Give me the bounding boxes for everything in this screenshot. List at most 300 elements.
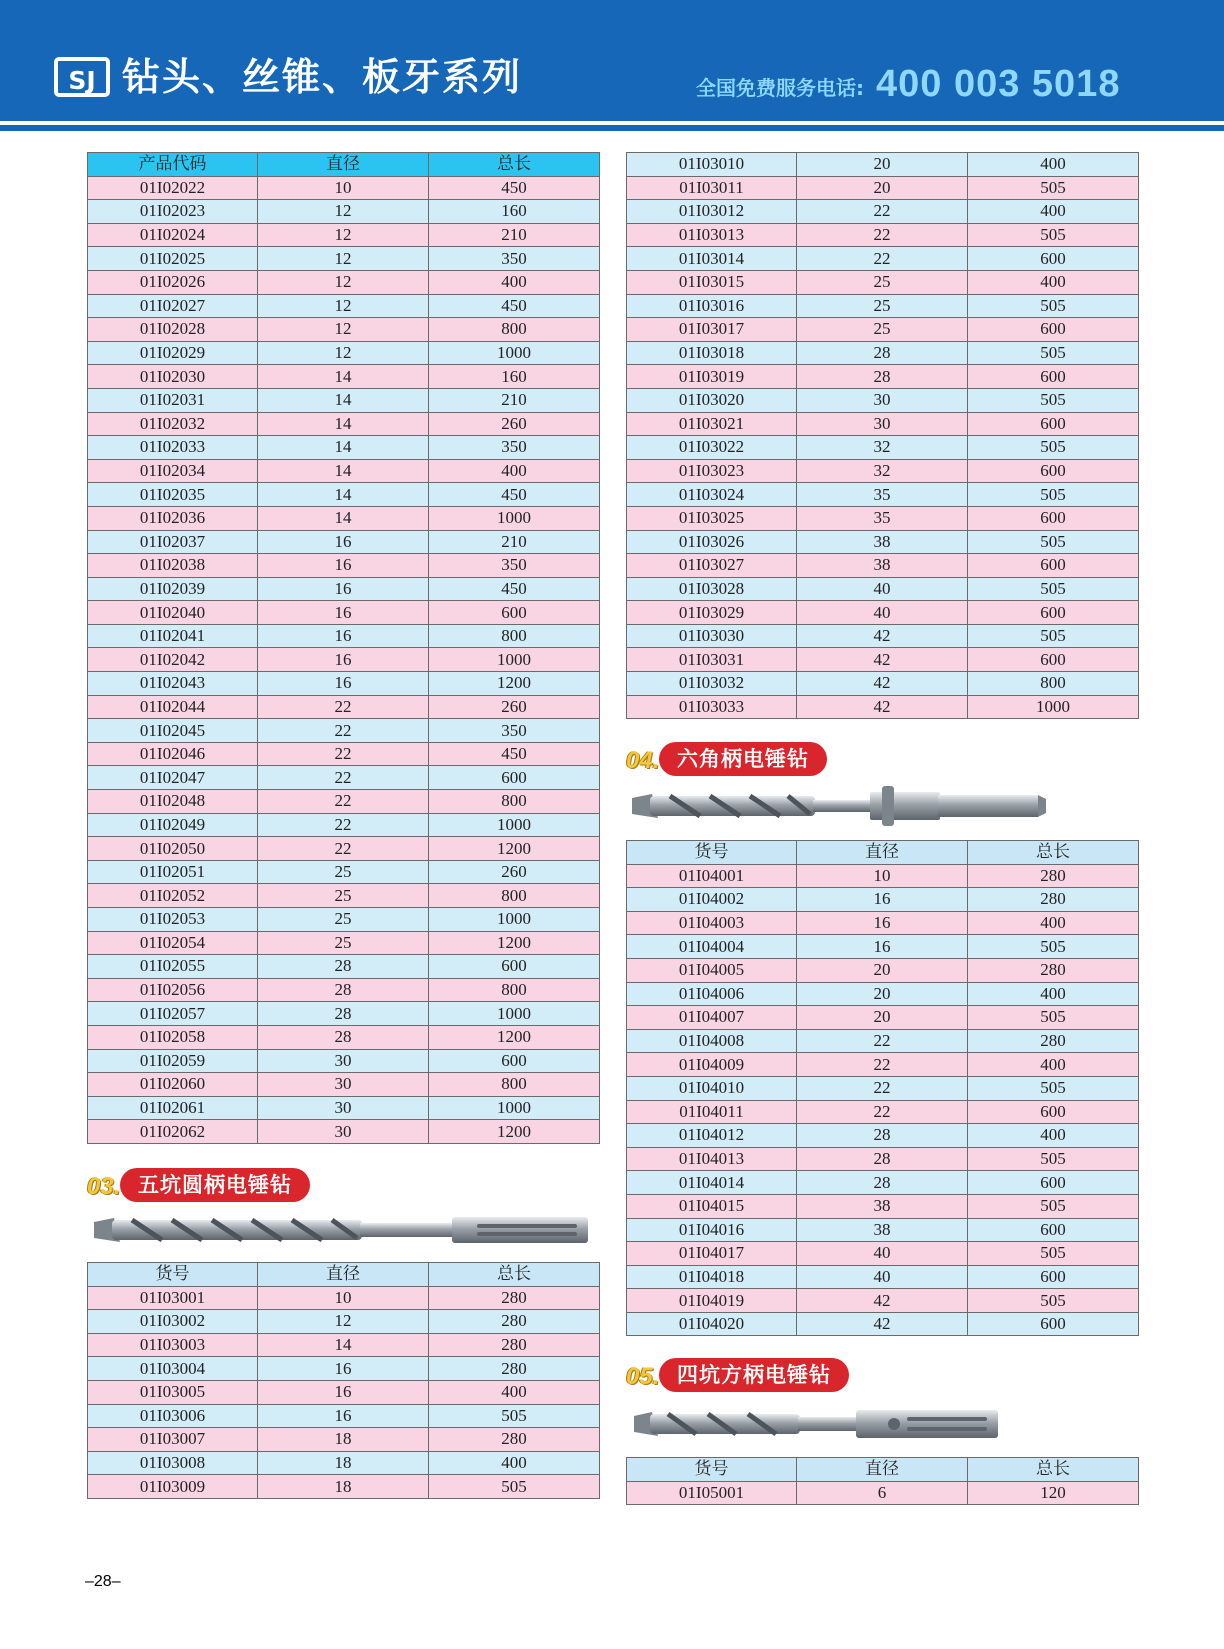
spec-table-02 <box>87 152 600 1144</box>
product-code-cell: 01I02024 <box>88 223 258 247</box>
length-cell: 1000 <box>429 1096 600 1120</box>
product-code-cell: 01I02027 <box>88 294 258 318</box>
length-cell: 800 <box>429 884 600 908</box>
length-cell: 260 <box>429 695 600 719</box>
length-cell: 210 <box>429 388 600 412</box>
product-code-cell: 01I02026 <box>88 270 258 294</box>
section-number: 05. <box>626 1363 660 1390</box>
length-cell: 1000 <box>429 648 600 672</box>
length-cell: 800 <box>429 790 600 814</box>
product-code-cell: 01I03026 <box>627 530 797 554</box>
diameter-cell: 30 <box>797 388 968 412</box>
length-cell: 260 <box>429 412 600 436</box>
product-code-cell: 01I03010 <box>627 153 797 177</box>
diameter-cell: 12 <box>258 247 429 271</box>
column-header: 总长 <box>968 841 1139 865</box>
product-code-cell: 01I02036 <box>88 506 258 530</box>
product-code-cell: 01I02025 <box>88 247 258 271</box>
table-row <box>88 365 600 389</box>
diameter-cell: 42 <box>797 648 968 672</box>
table-row <box>88 247 600 271</box>
diameter-cell: 16 <box>258 1357 429 1381</box>
table-row <box>88 176 600 200</box>
diameter-cell: 30 <box>258 1073 429 1097</box>
page-title: 钻头、丝锥、板牙系列 <box>122 55 523 99</box>
diameter-cell: 22 <box>797 200 968 224</box>
diameter-cell: 16 <box>258 672 429 696</box>
diameter-cell: 12 <box>258 200 429 224</box>
table-row <box>88 908 600 932</box>
product-code-cell: 01I03031 <box>627 648 797 672</box>
column-header: 总长 <box>968 1458 1139 1482</box>
product-code-cell: 01I04010 <box>627 1076 797 1100</box>
product-code-cell: 01I03030 <box>627 624 797 648</box>
diameter-cell: 22 <box>258 695 429 719</box>
diameter-cell: 18 <box>258 1475 429 1499</box>
product-code-cell: 01I03027 <box>627 554 797 578</box>
diameter-cell: 10 <box>797 864 968 888</box>
product-code-cell: 01I04019 <box>627 1289 797 1313</box>
length-cell: 400 <box>968 911 1139 935</box>
diameter-cell: 30 <box>258 1120 429 1144</box>
diameter-cell: 22 <box>797 247 968 271</box>
section-number: 03. <box>87 1173 121 1200</box>
table-row <box>88 1310 600 1334</box>
length-cell: 600 <box>968 506 1139 530</box>
table-row <box>88 506 600 530</box>
diameter-cell: 6 <box>797 1481 968 1505</box>
product-code-cell: 01I03019 <box>627 365 797 389</box>
length-cell: 400 <box>968 1053 1139 1077</box>
diameter-cell: 16 <box>258 648 429 672</box>
diameter-cell: 16 <box>258 624 429 648</box>
diameter-cell: 22 <box>797 1029 968 1053</box>
diameter-cell: 22 <box>258 766 429 790</box>
diameter-cell: 16 <box>258 577 429 601</box>
length-cell: 280 <box>429 1357 600 1381</box>
length-cell: 505 <box>429 1404 600 1428</box>
diameter-cell: 25 <box>258 908 429 932</box>
length-cell: 350 <box>429 247 600 271</box>
product-code-cell: 01I02037 <box>88 530 258 554</box>
diameter-cell: 32 <box>797 436 968 460</box>
diameter-cell: 18 <box>258 1451 429 1475</box>
product-code-cell: 01I04004 <box>627 935 797 959</box>
table-row <box>88 1002 600 1026</box>
page-number: –28– <box>85 1573 121 1590</box>
table-row <box>88 1333 600 1357</box>
product-code-cell: 01I02057 <box>88 1002 258 1026</box>
product-code-cell: 01I02060 <box>88 1073 258 1097</box>
length-cell: 160 <box>429 365 600 389</box>
length-cell: 505 <box>968 1076 1139 1100</box>
hex-shank-drill-bit-image <box>630 784 1050 828</box>
table-row <box>627 1312 1139 1336</box>
length-cell: 505 <box>968 577 1139 601</box>
product-code-cell: 01I03017 <box>627 318 797 342</box>
table-row <box>88 813 600 837</box>
product-code-cell: 01I02055 <box>88 955 258 979</box>
length-cell: 1200 <box>429 1025 600 1049</box>
table-header-row <box>88 1263 600 1287</box>
length-cell: 505 <box>429 1475 600 1499</box>
table-row <box>627 200 1139 224</box>
product-code-cell: 01I02029 <box>88 341 258 365</box>
table-row <box>627 672 1139 696</box>
product-code-cell: 01I04008 <box>627 1029 797 1053</box>
length-cell: 1000 <box>429 1002 600 1026</box>
length-cell: 1200 <box>429 672 600 696</box>
diameter-cell: 20 <box>797 982 968 1006</box>
diameter-cell: 14 <box>258 388 429 412</box>
length-cell: 260 <box>429 860 600 884</box>
length-cell: 1000 <box>429 813 600 837</box>
product-code-cell: 01I03016 <box>627 294 797 318</box>
product-code-cell: 01I04015 <box>627 1194 797 1218</box>
product-code-cell: 01I03006 <box>88 1404 258 1428</box>
table-row <box>627 1242 1139 1266</box>
table-row <box>88 554 600 578</box>
page-header <box>0 0 1224 121</box>
length-cell: 800 <box>429 1073 600 1097</box>
diameter-cell: 20 <box>797 176 968 200</box>
length-cell: 600 <box>968 1171 1139 1195</box>
length-cell: 600 <box>968 648 1139 672</box>
diameter-cell: 14 <box>258 1333 429 1357</box>
diameter-cell: 25 <box>797 270 968 294</box>
length-cell: 1200 <box>429 837 600 861</box>
diameter-cell: 16 <box>797 888 968 912</box>
table-row <box>627 436 1139 460</box>
table-row <box>88 1451 600 1475</box>
diameter-cell: 30 <box>258 1049 429 1073</box>
length-cell: 505 <box>968 483 1139 507</box>
spec-table-03 <box>87 1262 600 1499</box>
product-code-cell: 01I03007 <box>88 1428 258 1452</box>
length-cell: 400 <box>968 982 1139 1006</box>
product-code-cell: 01I02053 <box>88 908 258 932</box>
product-code-cell: 01I04012 <box>627 1124 797 1148</box>
product-code-cell: 01I02058 <box>88 1025 258 1049</box>
length-cell: 800 <box>429 318 600 342</box>
table-row <box>627 341 1139 365</box>
length-cell: 800 <box>429 624 600 648</box>
product-code-cell: 01I03018 <box>627 341 797 365</box>
length-cell: 280 <box>968 958 1139 982</box>
diameter-cell: 16 <box>258 1380 429 1404</box>
diameter-cell: 14 <box>258 365 429 389</box>
diameter-cell: 22 <box>797 223 968 247</box>
column-header: 直径 <box>258 1263 429 1287</box>
column-header: 货号 <box>88 1263 258 1287</box>
hotline-number: 400 003 5018 <box>876 63 1121 105</box>
table-row <box>627 1029 1139 1053</box>
product-code-cell: 01I02035 <box>88 483 258 507</box>
table-row <box>88 1073 600 1097</box>
diameter-cell: 16 <box>258 530 429 554</box>
product-code-cell: 01I02033 <box>88 436 258 460</box>
length-cell: 600 <box>968 554 1139 578</box>
length-cell: 280 <box>429 1310 600 1334</box>
diameter-cell: 40 <box>797 1265 968 1289</box>
length-cell: 210 <box>429 530 600 554</box>
product-code-cell: 01I03025 <box>627 506 797 530</box>
header-divider <box>0 125 1224 131</box>
product-code-cell: 01I02022 <box>88 176 258 200</box>
length-cell: 450 <box>429 483 600 507</box>
length-cell: 400 <box>968 1124 1139 1148</box>
column-header: 货号 <box>627 841 797 865</box>
length-cell: 1000 <box>429 908 600 932</box>
length-cell: 1000 <box>429 341 600 365</box>
length-cell: 505 <box>968 1194 1139 1218</box>
diameter-cell: 20 <box>797 958 968 982</box>
length-cell: 800 <box>968 672 1139 696</box>
product-code-cell: 01I04009 <box>627 1053 797 1077</box>
length-cell: 400 <box>968 200 1139 224</box>
length-cell: 505 <box>968 176 1139 200</box>
product-code-cell: 01I03022 <box>627 436 797 460</box>
table-row <box>88 1357 600 1381</box>
column-header: 直径 <box>797 1458 968 1482</box>
hotline-label: 全国免费服务电话: <box>696 76 864 100</box>
diameter-cell: 25 <box>797 318 968 342</box>
diameter-cell: 20 <box>797 153 968 177</box>
section-label: 五坑圆柄电锤钻 <box>120 1168 310 1202</box>
length-cell: 280 <box>968 888 1139 912</box>
product-code-cell: 01I02032 <box>88 412 258 436</box>
table-row <box>627 1218 1139 1242</box>
diameter-cell: 16 <box>258 1404 429 1428</box>
table-row <box>627 388 1139 412</box>
table-row <box>627 648 1139 672</box>
diameter-cell: 28 <box>797 1124 968 1148</box>
product-code-cell: 01I02043 <box>88 672 258 696</box>
diameter-cell: 22 <box>258 813 429 837</box>
product-code-cell: 01I03002 <box>88 1310 258 1334</box>
length-cell: 600 <box>968 601 1139 625</box>
length-cell: 280 <box>429 1333 600 1357</box>
table-row <box>627 958 1139 982</box>
diameter-cell: 12 <box>258 318 429 342</box>
product-code-cell: 01I02047 <box>88 766 258 790</box>
table-row <box>88 388 600 412</box>
length-cell: 1000 <box>429 506 600 530</box>
table-row <box>88 341 600 365</box>
length-cell: 1200 <box>429 1120 600 1144</box>
table-row <box>627 911 1139 935</box>
length-cell: 505 <box>968 388 1139 412</box>
table-row <box>627 624 1139 648</box>
product-code-cell: 01I03005 <box>88 1380 258 1404</box>
product-code-cell: 01I02030 <box>88 365 258 389</box>
diameter-cell: 14 <box>258 459 429 483</box>
length-cell: 400 <box>429 1380 600 1404</box>
table-row <box>88 1025 600 1049</box>
product-code-cell: 01I02041 <box>88 624 258 648</box>
product-code-cell: 01I02048 <box>88 790 258 814</box>
length-cell: 600 <box>429 1049 600 1073</box>
section-number: 04. <box>626 747 660 774</box>
length-cell: 350 <box>429 554 600 578</box>
table-row <box>88 884 600 908</box>
length-cell: 350 <box>429 436 600 460</box>
diameter-cell: 40 <box>797 577 968 601</box>
product-code-cell: 01I02039 <box>88 577 258 601</box>
product-code-cell: 01I03020 <box>627 388 797 412</box>
length-cell: 600 <box>968 459 1139 483</box>
table-row <box>627 270 1139 294</box>
table-row <box>627 554 1139 578</box>
product-code-cell: 01I04003 <box>627 911 797 935</box>
length-cell: 600 <box>968 1218 1139 1242</box>
table-row <box>627 601 1139 625</box>
spec-table-04 <box>626 840 1139 1336</box>
diameter-cell: 16 <box>258 554 429 578</box>
diameter-cell: 38 <box>797 1218 968 1242</box>
product-code-cell: 01I04016 <box>627 1218 797 1242</box>
diameter-cell: 14 <box>258 506 429 530</box>
diameter-cell: 16 <box>797 935 968 959</box>
table-row <box>627 459 1139 483</box>
diameter-cell: 10 <box>258 1286 429 1310</box>
product-code-cell: 01I03015 <box>627 270 797 294</box>
product-code-cell: 01I03033 <box>627 695 797 719</box>
product-code-cell: 01I02046 <box>88 742 258 766</box>
table-row <box>627 506 1139 530</box>
table-row <box>88 672 600 696</box>
product-code-cell: 01I03011 <box>627 176 797 200</box>
product-code-cell: 01I02056 <box>88 978 258 1002</box>
diameter-cell: 38 <box>797 554 968 578</box>
table-row <box>88 436 600 460</box>
product-code-cell: 01I02049 <box>88 813 258 837</box>
diameter-cell: 28 <box>258 978 429 1002</box>
brand-logo: SJ <box>54 57 110 97</box>
length-cell: 600 <box>968 1265 1139 1289</box>
table-row <box>627 695 1139 719</box>
diameter-cell: 25 <box>258 884 429 908</box>
product-code-cell: 01I02061 <box>88 1096 258 1120</box>
product-code-cell: 01I04005 <box>627 958 797 982</box>
table-row <box>88 318 600 342</box>
length-cell: 600 <box>968 247 1139 271</box>
diameter-cell: 32 <box>797 459 968 483</box>
product-code-cell: 01I04013 <box>627 1147 797 1171</box>
length-cell: 505 <box>968 624 1139 648</box>
column-header: 总长 <box>429 153 600 177</box>
diameter-cell: 42 <box>797 1312 968 1336</box>
table-row <box>627 483 1139 507</box>
table-row <box>88 530 600 554</box>
product-code-cell: 01I03013 <box>627 223 797 247</box>
table-row <box>627 223 1139 247</box>
length-cell: 505 <box>968 436 1139 460</box>
table-row <box>627 530 1139 554</box>
diameter-cell: 28 <box>797 341 968 365</box>
diameter-cell: 22 <box>797 1100 968 1124</box>
length-cell: 280 <box>429 1428 600 1452</box>
product-code-cell: 01I04002 <box>627 888 797 912</box>
table-header-row <box>88 153 600 177</box>
table-row <box>88 790 600 814</box>
table-row <box>88 860 600 884</box>
length-cell: 400 <box>429 459 600 483</box>
length-cell: 600 <box>968 365 1139 389</box>
table-row <box>627 176 1139 200</box>
column-header: 产品代码 <box>88 153 258 177</box>
table-row <box>88 200 600 224</box>
table-header-row <box>627 1458 1139 1482</box>
diameter-cell: 40 <box>797 601 968 625</box>
product-code-cell: 01I03028 <box>627 577 797 601</box>
table-row <box>88 1286 600 1310</box>
length-cell: 280 <box>968 1029 1139 1053</box>
table-row <box>627 982 1139 1006</box>
table-row <box>627 1147 1139 1171</box>
diameter-cell: 12 <box>258 223 429 247</box>
product-code-cell: 01I03008 <box>88 1451 258 1475</box>
length-cell: 505 <box>968 294 1139 318</box>
table-row <box>627 1006 1139 1030</box>
sds-plus-drill-bit-image <box>92 1210 592 1250</box>
diameter-cell: 22 <box>797 1053 968 1077</box>
diameter-cell: 14 <box>258 412 429 436</box>
table-row <box>88 294 600 318</box>
diameter-cell: 30 <box>797 412 968 436</box>
length-cell: 600 <box>968 1100 1139 1124</box>
length-cell: 600 <box>968 1312 1139 1336</box>
diameter-cell: 38 <box>797 1194 968 1218</box>
diameter-cell: 28 <box>797 365 968 389</box>
table-row <box>627 1171 1139 1195</box>
table-row <box>88 624 600 648</box>
length-cell: 280 <box>429 1286 600 1310</box>
column-header: 直径 <box>258 153 429 177</box>
table-row <box>88 1428 600 1452</box>
product-code-cell: 01I02034 <box>88 459 258 483</box>
diameter-cell: 28 <box>797 1171 968 1195</box>
diameter-cell: 42 <box>797 695 968 719</box>
diameter-cell: 22 <box>258 742 429 766</box>
column-header: 总长 <box>429 1263 600 1287</box>
diameter-cell: 10 <box>258 176 429 200</box>
length-cell: 400 <box>429 270 600 294</box>
product-code-cell: 01I04011 <box>627 1100 797 1124</box>
product-code-cell: 01I03029 <box>627 601 797 625</box>
diameter-cell: 12 <box>258 270 429 294</box>
diameter-cell: 12 <box>258 1310 429 1334</box>
table-row <box>627 935 1139 959</box>
product-code-cell: 01I03021 <box>627 412 797 436</box>
product-code-cell: 01I02052 <box>88 884 258 908</box>
table-row <box>88 1475 600 1499</box>
length-cell: 450 <box>429 577 600 601</box>
length-cell: 505 <box>968 223 1139 247</box>
diameter-cell: 42 <box>797 624 968 648</box>
diameter-cell: 28 <box>258 1025 429 1049</box>
table-row <box>88 648 600 672</box>
diameter-cell: 14 <box>258 436 429 460</box>
product-code-cell: 01I02031 <box>88 388 258 412</box>
table-row <box>88 601 600 625</box>
product-code-cell: 01I04018 <box>627 1265 797 1289</box>
diameter-cell: 42 <box>797 672 968 696</box>
length-cell: 400 <box>968 153 1139 177</box>
length-cell: 400 <box>968 270 1139 294</box>
table-row <box>627 247 1139 271</box>
table-row <box>627 412 1139 436</box>
